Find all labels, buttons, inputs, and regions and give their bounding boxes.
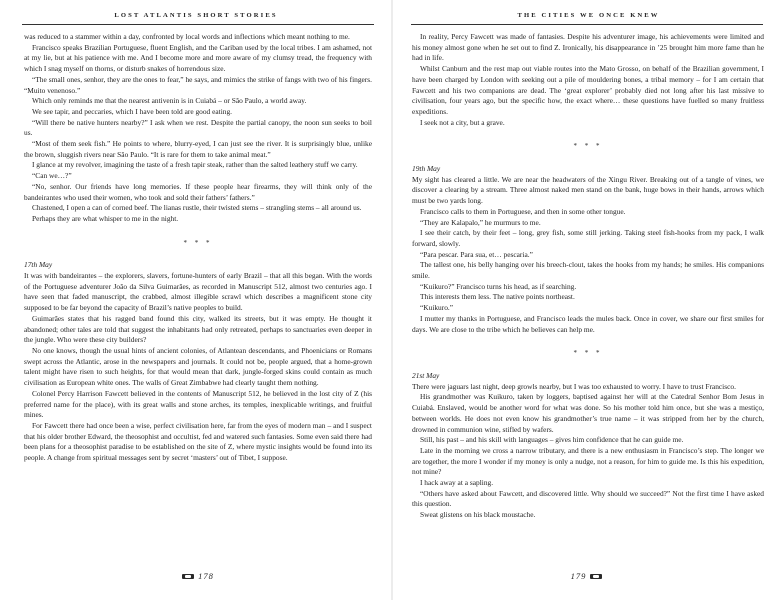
- paragraph: Late in the morning we cross a narrow tributary, and there is a new enthusiasm in Francisco’s step. The longer we are together, the more I wonder if my money is only a nudge, not a reason, for him to guide me. Is this his expedition, not mine?: [412, 445, 764, 477]
- paragraph: Francisco speaks Brazilian Portuguese, fluent English, and the Cariban used by the local tribes. I am ashamed, not at my lie, but at his patience with me. And I become more and more aware of my clumsy tread, the frequency with which I snag myself on thorns, or disturb snakes of horrendous size.: [24, 42, 372, 74]
- paragraph: “Others have asked about Fawcett, and discovered little. Why should we succeed?” Not the first time I have asked this question.: [412, 488, 764, 509]
- paragraph: Perhaps they are what whisper to me in the night.: [32, 213, 179, 223]
- paragraph: In reality, Percy Fawcett was made of fantasies. Despite his adventurer image, his achievements were limited and his money almost gone when he set out to find Z. Ironically, his disappearance in ’25 brought him more fame than he had in life.: [412, 32, 764, 63]
- section-break: * * *: [573, 142, 603, 151]
- section-break: * * *: [183, 238, 213, 247]
- header-rule-left: [22, 24, 374, 25]
- paragraph: Colonel Percy Harrison Fawcett believed in the contents of Manuscript 512, he believed in the lost city of Z (his preferred name for the place), with its great walls and stone arches, its temples, inexplicable writings, and fruitful mines.: [24, 388, 372, 420]
- paragraph: was reduced to a stammer within a day, confronted by local words and inflections which meant nothing to me.: [24, 32, 350, 41]
- paragraph: It was with bandeirantes – the explorers, slavers, fortune-hunters of early Brazil – that all this began. With the words of the Portuguese adventurer João da Silva Guimarães, as recorded in Manuscript 512, almost two centuries ago. I have seen that faded manuscript, the crabbed, almost illegible scrawl which describes a magnificent stone city supposed to be far beyond the capacity of Brazil’s native peoples to build.: [24, 271, 372, 313]
- paragraph: I seek not a city, but a grave.: [420, 117, 505, 127]
- right-paragraphs-1: [412, 32, 764, 128]
- paragraph: “Will there be native hunters nearby?” I ask when we rest. Despite the partial canopy, the noon sun seeks to boil us.: [24, 117, 372, 138]
- paragraph: Sweat glistens on his black moustache.: [420, 510, 536, 520]
- paragraph: My sight has cleared a little. We are near the headwaters of the Xingu River. Breaking out of a tangle of vines, we discover a clearing by a stream. Three almost naked men stand on the bank, huge bows in their hands, arrows which must be two yards long.: [412, 174, 764, 206]
- paragraph: “Para pescar. Para sua, et… pescaria.”: [420, 249, 533, 259]
- paragraph: “Can we…?”: [32, 171, 72, 181]
- ornament-icon: [182, 573, 194, 580]
- paragraph: “Kuikuro.”: [420, 303, 454, 313]
- paragraph: This interests them less. The native points northeast.: [420, 292, 575, 302]
- entry-date: 17th May: [24, 260, 53, 270]
- header-rule-right: [411, 24, 763, 25]
- right-paragraphs-2: [412, 175, 764, 336]
- paragraph: His grandmother was Kuikuro, taken by loggers, baptised against her will at the Catedral Senhor Bom Jesus in Cuiabá. Enslaved, would be another word for what was done. So his mother told him once, but she was a mestiço, between worlds. He does not even know his grandmother’s true name – it was stripped from her by the church, drowned in communion wine, stifled by wafers.: [412, 392, 764, 434]
- paragraph: I hack away at a sapling.: [420, 478, 494, 488]
- paragraph: No one knows, though the usual hints of ancient colonies, of Atlantean descendants, and Phoenicians or Romans swept across the Atlantic, arose in the newspapers and journals. It could not be, people argued, that a home-grown talent might have risen to such heights, for that would mean that dark, jungle-forged skins could contain as much civilisation as European white ones. The walls of Great Zimbabwe had clearly taught them nothing.: [24, 345, 372, 388]
- ornament-icon: [590, 573, 602, 580]
- paragraph: There were jaguars last night, deep growls nearby, but I was too exhausted to worry. I have to trust Francisco.: [412, 381, 736, 391]
- page-number: 179: [570, 571, 587, 581]
- paragraph: I see their catch, by their feet – long, grey fish, some still jerking. Taking steel fish-hooks from my pack, I walk forward, slowly.: [412, 228, 764, 248]
- right-body-text: [412, 32, 764, 521]
- entry-date: 21st May: [412, 370, 440, 380]
- paragraph: Chastened, I open a can of corned beef. The lianas rustle, their twisted stems – strangling stems – all around us.: [32, 203, 362, 213]
- paragraph: Which only reminds me that the nearest antivenin is in Cuiabá – or São Paulo, a world away.: [32, 96, 307, 106]
- left-body-text: [24, 32, 372, 464]
- running-head-left: LOST ATLANTIS SHORT STORIES: [114, 12, 278, 19]
- page-number: 178: [198, 571, 214, 581]
- paragraph: The tallest one, his belly hanging over his breech-clout, takes the hooks from my hands; he smiles. His companions smile.: [412, 260, 764, 281]
- paragraph: We see tapir, and peccaries, which I have been told are good eating.: [32, 106, 233, 116]
- paragraph: Francisco calls to them in Portuguese, and then in some other tongue.: [420, 206, 626, 216]
- running-head-right: THE CITIES WE ONCE KNEW: [517, 12, 660, 19]
- paragraph: “Kuikuro?” Francisco turns his head, as if searching.: [420, 281, 577, 291]
- entry-date: 19th May: [412, 164, 441, 174]
- paragraph: Guimarães states that his ragged band found this city, walked its streets, but it was empty. He thought it abandoned; other tales are told that suggest the inhabitants had only retreated, perhaps to sanctuaries even deeper in the jungle. Who were these city builders?: [24, 313, 372, 345]
- paragraph: Whilst Canburn and the rest map out viable routes into the Mato Grosso, on behalf of the Brazilian government, I have been charged by London with seeking out a pile of mouldering bones, a tribal memory – for I am certain that Fawcett and his two companions are dead. The ‘great explorer’ probably died not long after his last missive to civilisation, four years ago, but the specific how, the exact where… these questions have fuelled so many fruitless expeditions.: [412, 64, 764, 116]
- folio-right: [393, 571, 784, 581]
- paragraph: “The small ones, senhor, they are the ones to fear,” he says, and mimics the strike of fangs with two of his fingers. “Muito venenoso.”: [24, 74, 372, 95]
- folio-left: [0, 571, 392, 581]
- paragraph: I glance at my revolver, imagining the taste of a fresh tapir steak, rather than the salted leathery stuff we carry.: [32, 160, 358, 170]
- right-paragraphs-3: [412, 382, 764, 521]
- left-paragraphs-1: [24, 32, 372, 225]
- right-page: [393, 0, 784, 600]
- paragraph: For Fawcett there had once been a wise, perfect civilisation here, far from the eyes of modern man – and I suspect that his older brother Edward, the theosophist and occultist, fed and watered such fantasies. Some even said there had been plans for a theosophist paradise to be established on the site of Z, where mystic insights would be found into its people. A change from spiritual messages sent by secret ‘masters’ out of Tibet, I suppose.: [24, 420, 372, 463]
- paragraph: “They are Kalapalo,” he murmurs to me.: [420, 217, 541, 227]
- section-break: * * *: [573, 349, 603, 358]
- paragraph: Still, his past – and his skill with languages – gives him confidence that he can guide me.: [420, 435, 684, 445]
- left-paragraphs-2: [24, 271, 372, 464]
- paragraph: “No, senhor. Our friends have long memories. If these people hear firearms, they will think only of the bandeirantes who used their women, who took and sold their fathers’ fathers.”: [24, 181, 372, 202]
- paragraph: I mutter my thanks in Portuguese, and Francisco leads the mules back. Once in cover, we share our first smiles for days. We are close to the tribe which he believes can help me.: [412, 313, 764, 334]
- paragraph: “Most of them seek fish.” He points to where, blurry-eyed, I can just see the river. It is surprisingly blue, unlike the brown, sluggish rivers near São Paulo. “It is rare for them to take animal meat.”: [24, 139, 372, 159]
